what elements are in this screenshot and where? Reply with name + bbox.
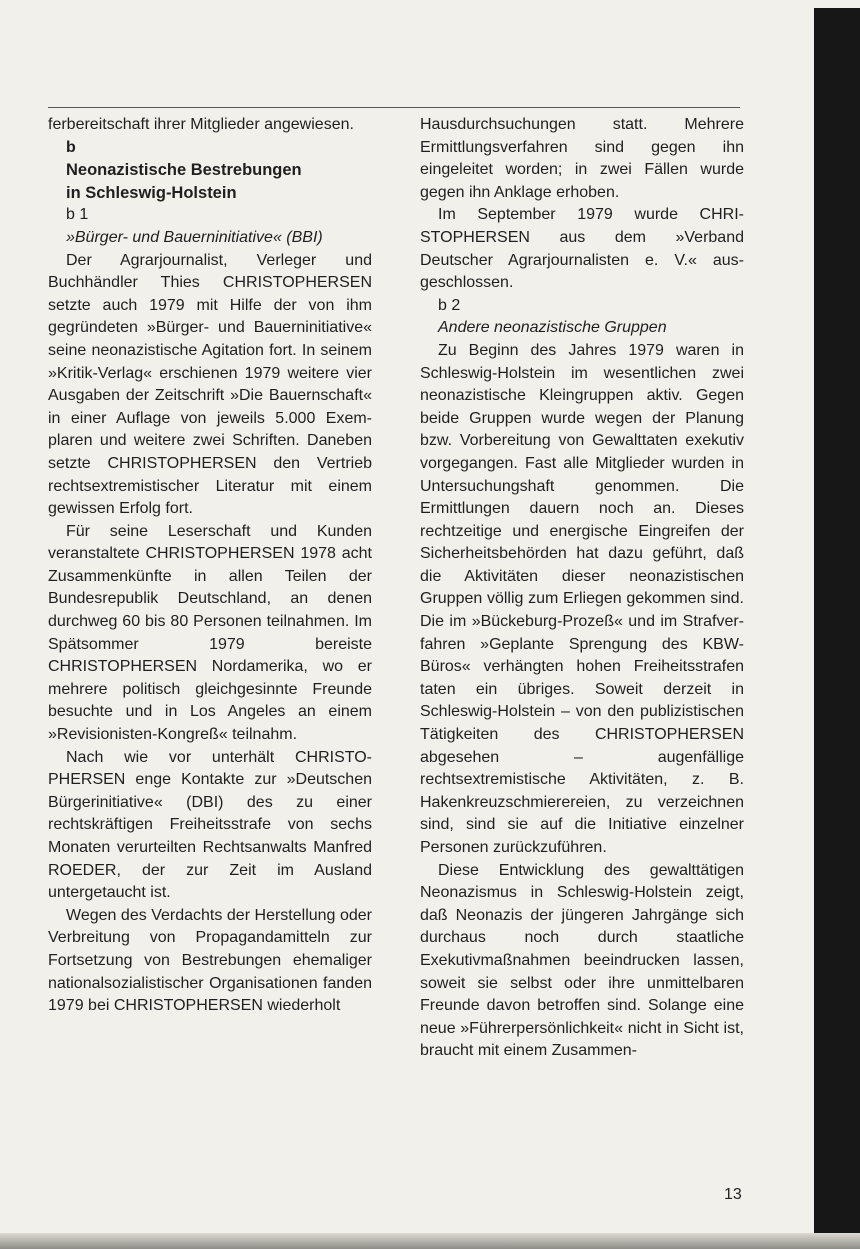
- section-title-line-2: in Schleswig-Holstein: [66, 183, 237, 202]
- subsection-title-b2: Andere neonazistische Gruppen: [438, 319, 667, 337]
- subsection-number-b1: b 1: [66, 206, 89, 224]
- paragraph: Nach wie vor unterhält CHRISTOPHERSEN enge Kontakte zur »Deutschen Bürgerinitiative« (DBI) des zu einer rechtskräftigen Freiheitsstrafe von sechs Monaten verurteilten Rechtsanwalts Manfred ROEDER, der zur Zeit im Ausland untergetaucht ist.: [48, 748, 372, 902]
- paragraph: Im September 1979 wurde CHRISTOPHERSEN aus dem »Verband Deutscher Agrarjournalisten e. V.« ausgeschlossen.: [420, 206, 744, 292]
- subsection-title-b1: »Bürger- und Bauerninitiative« (BBI): [66, 228, 323, 246]
- subsection-number-b2: b 2: [438, 296, 461, 314]
- paragraph: Diese Entwicklung des gewalttätigen Neonazismus in Schleswig-Holstein zeigt, daß Neonazis der jüngeren Jahrgänge sich durchaus noch durch staatliche Exekutivmaßnahmen beeindrucken lassen, soweit sie selbst oder ihre unmittelbaren Freunde davon betroffen sind. Solange eine neue »Führerpersönlichkeit« nicht in Sicht ist, braucht mit einem Zusammen-: [420, 861, 744, 1060]
- section-letter: b: [66, 138, 76, 156]
- left-intro-text: ferbereitschaft ihrer Mitglieder angewiesen.: [48, 116, 354, 133]
- paragraph: Wegen des Verdachts der Herstellung oder Verbreitung von Propagandamitteln zur Fortsetzung von Bestrebungen ehemaliger nationalsozialistischer Organisationen fanden 1979 bei CHRISTOPHERSEN wiederholt: [48, 906, 372, 1015]
- left-column: [48, 114, 372, 1018]
- right-column: [420, 114, 744, 1063]
- page-bottom-edge: [0, 1233, 860, 1249]
- paragraph: Für seine Leserschaft und Kunden veranstaltete CHRISTOPHERSEN 1978 acht Zusammenkünfte in allen Teilen der Bundesrepublik Deutschland, an denen durchweg 60 bis 80 Personen teilnahmen. Im Spätsommer 1979 bereiste CHRISTOPHERSEN Nordamerika, wo er mehrere politisch gleichgesinnte Freunde besuchte und in Los Angeles an einem »Revisionisten-Kongreß« teilnahm.: [48, 522, 372, 744]
- paragraph: Hausdurchsuchungen statt. Mehrere Ermittlungsverfahren sind gegen ihn eingeleitet worden; in zwei Fällen wurde gegen ihn Anklage erhoben.: [420, 116, 744, 201]
- header-rule: [48, 107, 740, 108]
- paragraph: Der Agrarjournalist, Verleger und Buchhändler Thies CHRISTOPHERSEN setzte auch 1979 mit Hilfe der von ihm gegründeten »Bürger- und Bauerninitiative« seine neonazistische Agitation fort. In seinem »Kritik-Verlag« erschienen 1979 weitere vier Ausgaben der Zeitschrift »Die Bauernschaft« in einer Auflage von jeweils 5.000 Exemplaren und weitere zwei Schriften. Daneben setzte CHRISTOPHERSEN den Vertrieb rechtsextremistischer Literatur mit einem gewissen Erfolg fort.: [48, 251, 372, 518]
- page-scan-edge: [814, 8, 860, 1234]
- paragraph: Zu Beginn des Jahres 1979 waren in Schleswig-Holstein im wesentlichen zwei neonazistische Kleingruppen aktiv. Gegen beide Gruppen wurde wegen der Planung bzw. Vorbereitung von Gewalttaten exekutiv vorgegangen. Fast alle Mitglieder wurden in Untersuchungshaft genommen. Die Ermittlungen dauern noch an. Dieses rechtzeitige und energische Eingreifen der Sicherheitsbehörden hat dazu geführt, daß die Aktivitäten dieser neonazistischen Gruppen völlig zum Erliegen gekommen sind. Die im »Bückeburg-Prozeß« und im Strafverfahren »Geplante Sprengung des KBW-Büros« verhängten hohen Freiheitsstrafen taten ein übriges. Soweit derzeit in Schleswig-Holstein – von den publizistischen Tätigkeiten des CHRISTOPHERSEN abgesehen – augenfällige rechtsextremistische Aktivitäten, z. B. Hakenkreuzschmierereien, zu verzeichnen sind, sind sie auf die Initiative einzelner Personen zurückzuführen.: [420, 341, 744, 856]
- section-title-line-1: Neonazistische Bestrebungen: [66, 161, 302, 180]
- page-number: 13: [724, 1186, 742, 1203]
